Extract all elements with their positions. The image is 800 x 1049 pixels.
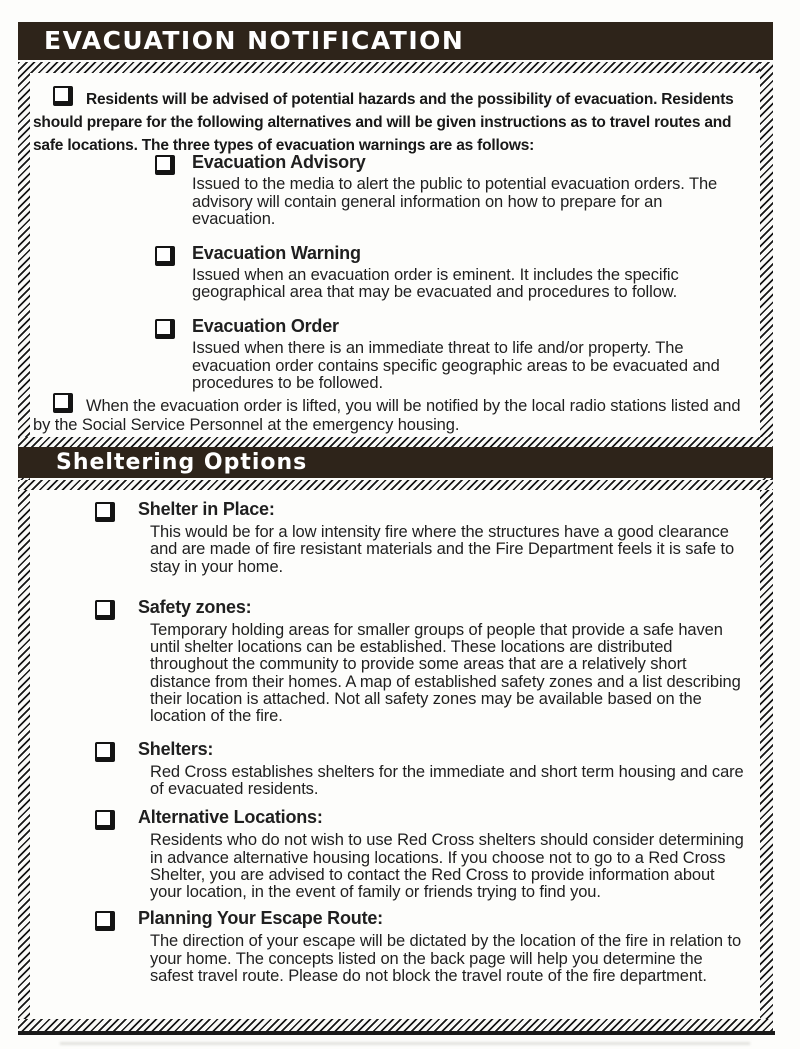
warning-list (155, 152, 767, 407)
section-title-sheltering-options: Sheltering Options (56, 450, 308, 475)
checkbox-icon (53, 393, 73, 413)
option-heading: Shelter in Place: (138, 499, 275, 519)
hatch-border-below-sheltering (18, 480, 773, 490)
checkbox-icon (53, 86, 73, 106)
option-body: Residents who do not wish to use Red Cross shelters should consider determining in advance alternative housing locations. If you choose not to go to a Red Cross Shelter, you are advised to contact the Red Cross to provide information about your location, in the event of family or friends trying to find you. (150, 831, 744, 902)
hatch-border-bottom (18, 1019, 773, 1031)
list-item-safety-zones (95, 597, 767, 726)
checkbox-icon (155, 155, 175, 175)
hatch-border-above-sheltering (18, 437, 773, 447)
warning-body: Issued to the media to alert the public to potential evacuation orders. The advisory will contain general information on how to prepare for an evacuation. (192, 175, 718, 229)
option-body: Red Cross establishes shelters for the immediate and short term housing and care of evacuated residents. (150, 762, 744, 798)
option-heading: Alternative Locations: (138, 807, 323, 828)
option-body: Temporary holding areas for smaller groups of people that provide a safe haven until shelter locations can be established. These locations are distributed throughout the community to provide some areas that are a relatively short distance from their homes. A map of established safety zones and a list describing their location is attached. Not all safety zones may be available based on the location of the fire. (150, 620, 741, 726)
checkbox-icon (95, 810, 115, 830)
option-heading: Planning Your Escape Route: (138, 908, 383, 929)
checkbox-icon (155, 319, 175, 339)
list-item-evacuation-advisory (155, 152, 767, 229)
option-heading: Shelters: (138, 738, 214, 759)
footer-text: When the evacuation order is lifted, you will be notified by the local radio stations listed and by the Social Service Personnel at the emergency housing. (33, 397, 741, 434)
hatch-border-left (18, 62, 30, 1031)
list-item-alternative-locations (95, 807, 767, 901)
warning-heading: Evacuation Warning (192, 242, 361, 263)
warning-heading: Evacuation Advisory (192, 152, 366, 172)
section-header-bar-sheltering (18, 447, 773, 478)
intro-paragraph (33, 84, 759, 157)
hatch-border-top (18, 62, 773, 73)
option-heading: Safety zones: (138, 596, 252, 617)
list-item-shelters (95, 739, 767, 799)
list-item-shelter-in-place (95, 499, 767, 576)
footer-paragraph (33, 391, 762, 434)
section-title-evacuation-notification: EVACUATION NOTIFICATION (44, 26, 465, 55)
section-header-bar-evacuation (18, 22, 773, 60)
scan-edge-shadow (60, 1042, 750, 1045)
list-item-planning-escape-route (95, 908, 767, 985)
checkbox-icon (95, 600, 115, 620)
option-list (95, 499, 767, 985)
list-item-evacuation-order (155, 316, 767, 393)
list-item-evacuation-warning (155, 243, 767, 302)
checkbox-icon (95, 911, 115, 931)
warning-body: Issued when an evacuation order is eminent. It includes the specific geographical area that may be evacuated and procedures to follow. (192, 265, 679, 302)
checkbox-icon (95, 742, 115, 762)
option-body: This would be for a low intensity fire where the structures have a good clearance and are made of fire resistant materials and the Fire Department feels it is safe to stay in your home. (150, 523, 735, 576)
option-body: The direction of your escape will be dictated by the location of the fire in relation to your home. The concepts listed on the back page will help you determine the safest travel route. Please do not block the travel route of the fire department. (150, 932, 742, 986)
warning-heading: Evacuation Order (192, 315, 339, 336)
intro-text: Residents will be advised of potential hazards and the possibility of evacuation. Residents should prepare for the following alternatives and will be given instructions as to travel routes and safe locations. The three types of evacuation warnings are as follows: (33, 91, 734, 154)
warning-body: Issued when there is an immediate threat to life and/or property. The evacuation order contains specific geographic areas to be evacuated and procedures to be followed. (192, 338, 720, 393)
checkbox-icon (155, 246, 175, 266)
checkbox-icon (95, 502, 115, 522)
bottom-rule (18, 1031, 775, 1035)
